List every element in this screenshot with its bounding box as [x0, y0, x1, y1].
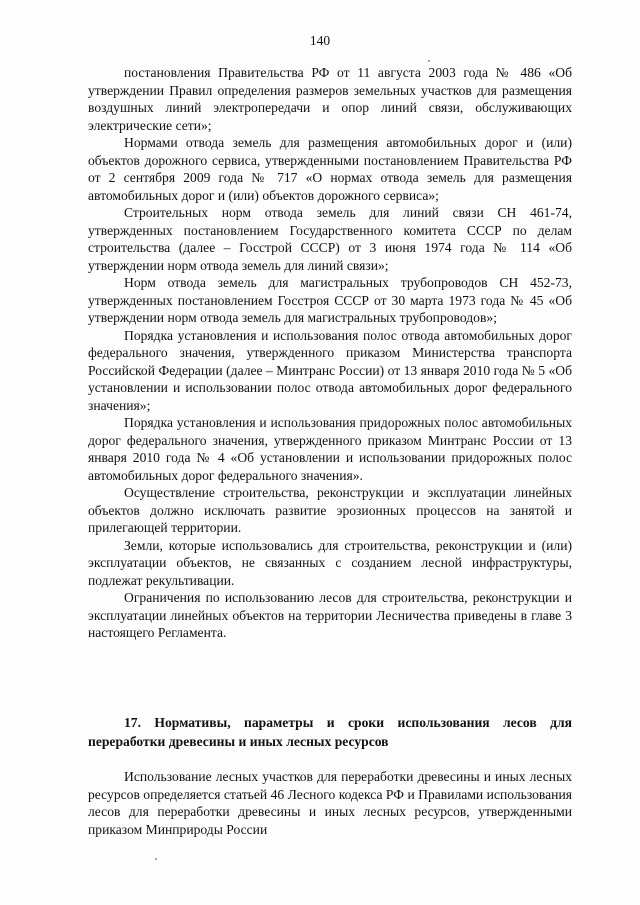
- paragraph: Строительных норм отвода земель для линий связи СН 461-74, утвержденных постановлением Государственного комитета СССР по делам строительства (далее – Госстрой СССР) от 3 июня 1974 года № 114 «Об утверждении норм отвода земель для линий связи»;: [88, 205, 572, 273]
- paragraph: Осуществление строительства, реконструкции и эксплуатации линейных объектов должно исключать развитие эрозионных процессов на занятой и прилегающей территории.: [88, 485, 572, 535]
- scan-speck: [155, 858, 157, 860]
- paragraph: Использование лесных участков для переработки древесины и иных лесных ресурсов определяется статьей 46 Лесного кодекса РФ и Правилами использования лесов для переработки древесины и иных лесных ресурсов, утвержденными приказом Минприроды России: [88, 769, 572, 837]
- paragraph: Норм отвода земель для магистральных трубопроводов СН 452-73, утвержденных постановлением Госстроя СССР от 30 марта 1973 года № 45 «Об утверждении норм отвода земель для магистральных трубопроводов»;: [88, 275, 572, 325]
- paragraph: Порядка установления и использования полос отвода автомобильных дорог федерального значения, утвержденного приказом Министерства транспорта Российской Федерации (далее – Минтранс России) от 13 января 2010 года № 5 «Об установлении и использовании полос отвода автомобильных дорог федерального значения»;: [88, 327, 572, 413]
- body-text: [88, 64, 572, 642]
- section-heading: 17. Нормативы, параметры и сроки использования лесов для переработки древесины и иных лесных ресурсов: [88, 715, 572, 749]
- paragraph: Земли, которые использовались для строительства, реконструкции и (или) эксплуатации объектов, не связанных с созданием лесной инфраструктуры, подлежат рекультивации.: [88, 537, 572, 588]
- section-text: [88, 768, 572, 838]
- paragraph: Ограничения по использованию лесов для строительства, реконструкции и эксплуатации линейных объектов на территории Лесничества приведены в главе 3 настоящего Регламента.: [88, 590, 572, 640]
- paragraph: постановления Правительства РФ от 11 августа 2003 года № 486 «Об утверждении Правил определения размеров земельных участков для размещения воздушных линий электропередачи и опор линий связи, обслуживающих электрические сети»;: [88, 65, 572, 133]
- paragraph: Нормами отвода земель для размещения автомобильных дорог и (или) объектов дорожного сервиса, утвержденными постановлением Правительства РФ от 2 сентября 2009 года № 717 «О нормах отвода земель для размещения автомобильных дорог и (или) объектов дорожного сервиса»;: [88, 135, 572, 203]
- page-number: 140: [309, 33, 331, 48]
- paragraph: Порядка установления и использования придорожных полос автомобильных дорог федерального значения, утвержденного приказом Минтранс России от 13 января 2010 года № 4 «Об установлении и использовании придорожных полос автомобильных дорог федерального значения».: [88, 415, 572, 483]
- scan-speck: [428, 60, 430, 62]
